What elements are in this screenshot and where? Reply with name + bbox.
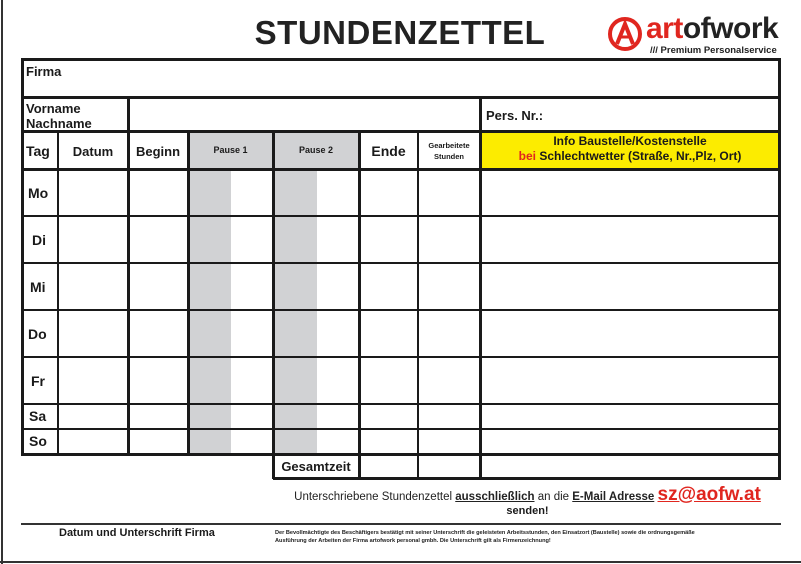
day-sa: Sa <box>29 408 47 424</box>
col-gearbeitete-stunden: Gearbeitete Stunden <box>428 141 470 161</box>
email-link[interactable]: sz@aofw.at <box>657 484 761 505</box>
col-info-baustelle: Info Baustelle/Kostenstelle bei Schlechtwetter (Straße, Nr.,Plz, Ort) <box>518 134 742 163</box>
col-datum: Datum <box>72 144 114 159</box>
signature-line <box>21 523 781 525</box>
name-field[interactable] <box>130 99 479 130</box>
pause1-fill <box>188 169 231 454</box>
firma-label: Firma <box>26 64 62 79</box>
logo-tagline: /// Premium Personalservice <box>650 45 777 56</box>
logo-wordmark: artofwork <box>646 12 779 45</box>
day-mi: Mi <box>30 279 46 295</box>
page-border-bottom <box>0 561 801 563</box>
page-border-left <box>1 0 3 564</box>
firma-field[interactable] <box>130 61 778 96</box>
day-di: Di <box>32 232 46 248</box>
total-label: Gesamtzeit <box>281 459 351 474</box>
artofwork-logo-icon <box>608 17 642 51</box>
col-pause1: Pause 1 <box>213 145 248 155</box>
day-mo: Mo <box>28 185 49 201</box>
day-fr: Fr <box>31 373 45 389</box>
day-do: Do <box>28 326 47 342</box>
col-tag: Tag <box>26 143 50 159</box>
col-ende: Ende <box>371 143 406 159</box>
pause2-fill <box>273 169 317 454</box>
pers-nr-field[interactable] <box>560 99 778 130</box>
col-pause2: Pause 2 <box>298 145 334 155</box>
total-hours-field[interactable] <box>419 456 479 477</box>
send-text: senden! <box>506 505 549 517</box>
disclaimer: Der Bevollmächtigte des Beschäftigers bestätigt mit seiner Unterschrift die geleisteten Arbeitsstunden, den Einsatzort (Baustelle) sowie die ordnungsgemäße Ausführung der Arbeiten der Firma artofwork personal gmbh. Die Unterschrift gilt als Firmenzeichnung! <box>275 530 695 544</box>
name-label: Vorname Nachname <box>26 101 92 131</box>
email-instruction: Unterschriebene Stundenzettel ausschließlich an die E-Mail Adresse sz@aofw.at <box>294 484 761 505</box>
signature-label: Datum und Unterschrift Firma <box>59 527 215 539</box>
day-so: So <box>29 433 47 449</box>
brand-logo <box>608 14 788 58</box>
page-title: STUNDENZETTEL <box>254 14 546 51</box>
pers-nr-label: Pers. Nr.: <box>486 108 544 123</box>
col-beginn: Beginn <box>135 144 181 159</box>
